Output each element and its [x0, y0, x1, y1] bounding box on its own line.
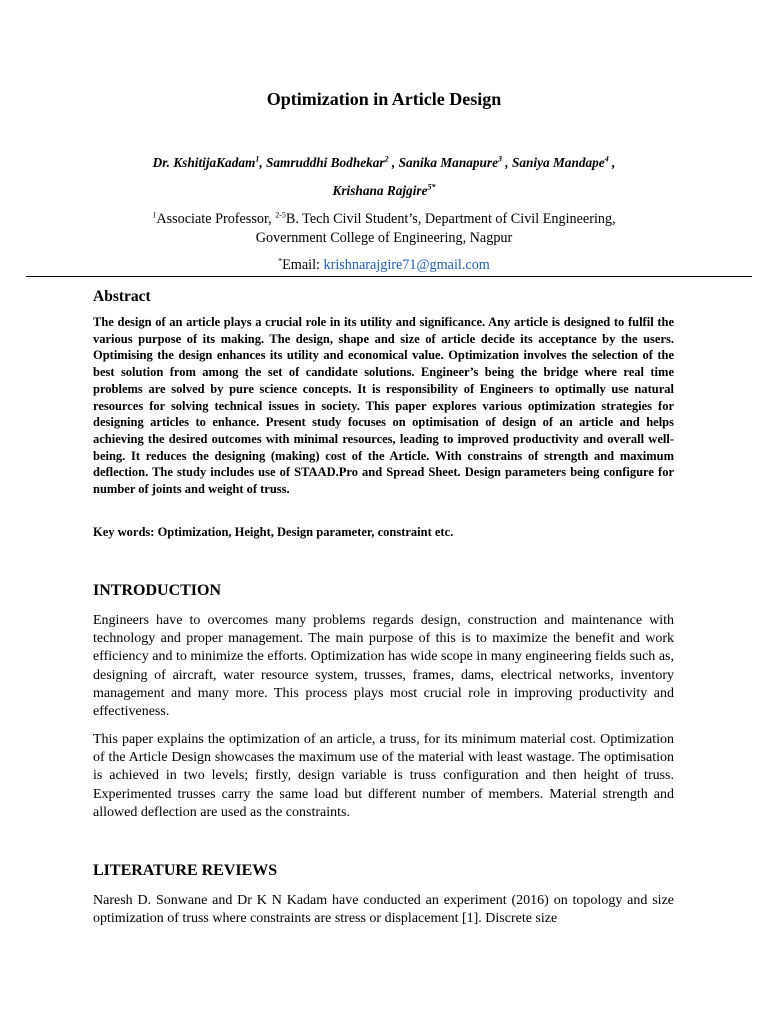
- abstract-body: The design of an article plays a crucial role in its utility and significance. Any article is designed to fulfil the various purpose of its making. The design, shape and size of article decide its acceptance by the users. Optimising the design enhances its utility and economical value. Optimization involves the selection of the best solution from among the set of candidate solutions. Engineer’s being the bridge where real time problems are solved by pure science concepts. It is responsibility of Engineers to optimally use natural resources for solving technical issues in society. This paper explores various optimization strategies for designing articles to enhance. Present study focuses on optimisation of design of an article and helps achieving the desired outcomes with minimal resources, leading to improved productivity and overall well-being. It reduces the designing (making) cost of the Article. With constrains of strength and maximum deflection. The study includes use of STAAD.Pro and Spread Sheet. Design parameters being configure for number of joints and weight of truss.: [93, 315, 674, 497]
- literature-paragraph-1: Naresh D. Sonwane and Dr K N Kadam have conducted an experiment (2016) on topology and size optimization of truss where constraints are stress or displacement [1]. Discrete size: [93, 893, 674, 927]
- header-divider: [26, 276, 752, 277]
- author-5: Krishana Rajgire$^{5*}$: [332, 182, 436, 198]
- introduction-paragraph-2: This paper explains the optimization of an article, a truss, for its minimum material cost. Optimization of the Article Design showcases the maximum use of the material with least wastage. The optimisation is achieved in two levels; firstly, design variable is truss configuration and then height of truss. Experimented trusses carry the same load but different number of members. Material strength and allowed deflection are used as the constraints.: [93, 732, 674, 820]
- author-1: Dr. KshitijaKadam$^1$,: [152, 154, 266, 170]
- introduction-heading: INTRODUCTION: [93, 582, 222, 599]
- affiliation-line-2: Government College of Engineering, Nagpur: [255, 230, 513, 246]
- email-link[interactable]: krishnarajgire71@gmail.com: [323, 257, 490, 273]
- contact-email: *Email: krishnarajgire71@gmail.com: [278, 256, 490, 273]
- author-2: Samruddhi Bodhekar$^2$ ,: [266, 154, 399, 170]
- author-3: Sanika Manapure$^3$ ,: [398, 154, 512, 170]
- author-4: Saniya Mandape$^4$ ,: [511, 154, 616, 170]
- paper-title: Optimization in Article Design: [266, 89, 502, 109]
- keywords: Key words: Optimization, Height, Design parameter, constraint etc.: [93, 525, 454, 539]
- author-list: [0, 154, 768, 172]
- literature-heading: LITERATURE REVIEWS: [93, 862, 278, 879]
- introduction-paragraph-1: Engineers have to overcomes many problems regards design, construction and maintenance with technology and proper management. The main purpose of this is to maximize the benefit and work efficiency and to minimize the efforts. Optimization has wide scope in many engineering fields such as, designing of aircraft, water resource system, trusses, frames, dams, electrical networks, inventory management and many more. This process plays most crucial role in improving productivity and effectiveness.: [93, 613, 674, 720]
- abstract-heading: Abstract: [93, 288, 151, 305]
- affiliation-line-1: $^1$Associate Professor, $^{2-5}$B. Tech Civil Student’s, Department of Civil Engineering,: [152, 210, 616, 227]
